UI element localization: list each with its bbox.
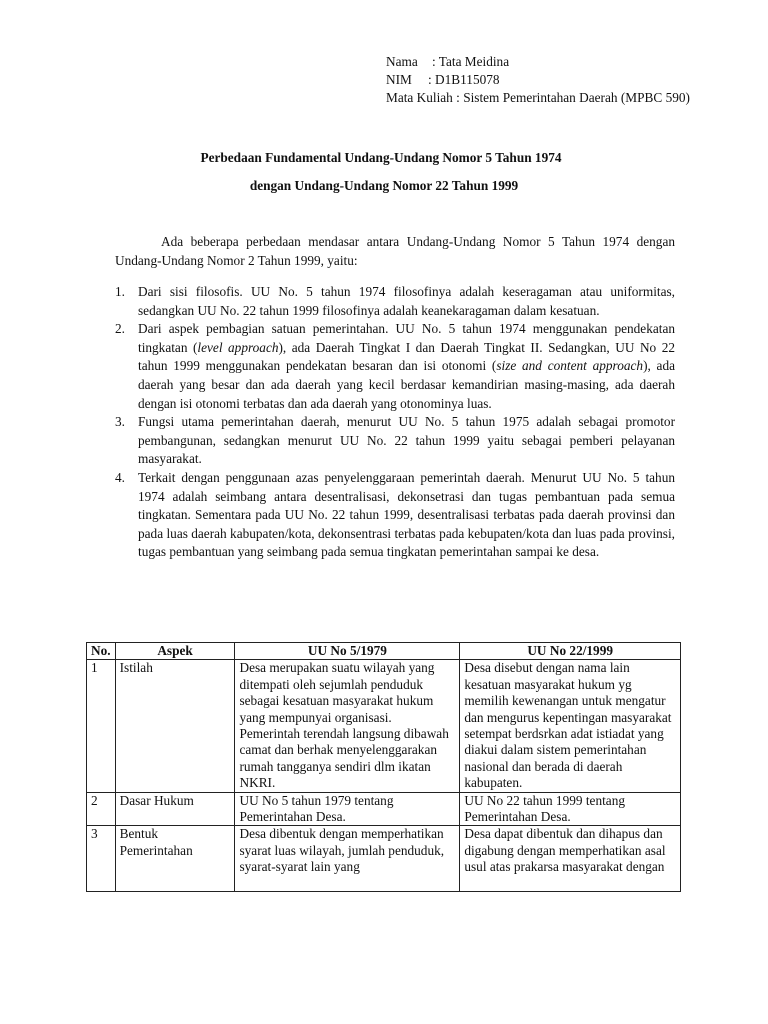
name-row xyxy=(386,53,690,71)
list-item xyxy=(115,413,675,469)
cell-aspek: Dasar Hukum xyxy=(115,792,235,826)
student-info xyxy=(386,53,690,107)
cell-no: 2 xyxy=(87,792,116,826)
list-item xyxy=(115,283,675,320)
cell-aspek: Bentuk Pemerintahan xyxy=(115,826,235,892)
cell-no: 1 xyxy=(87,660,116,792)
nim-row xyxy=(386,71,690,89)
course-value: : Sistem Pemerintahan Daerah (MPBC 590) xyxy=(456,90,690,105)
list-item xyxy=(115,469,675,562)
header-aspek: Aspek xyxy=(115,643,235,660)
cell-uu5 xyxy=(235,826,460,892)
list-number: 3. xyxy=(115,414,125,430)
header-uu22: UU No 22/1999 xyxy=(460,643,681,660)
cell-uu22 xyxy=(460,826,681,892)
list-text: Terkait dengan penggunaan azas penyelenggaraan pemerintah daerah. Menurut UU No. 5 tahun 1974 adalah seimbang antara desentralisasi, dekonsetrasi dan tugas pembantuan pada semua tingkatan. Sementara pada UU No. 22 tahun 1999, desentralisasi terbatas pada daerah provinsi dan pada luas daerah kabupaten/kota, dekonsentrasi terbatas pada kebupaten/kota dan luas pada provinsi, tugas pembantuan yang seimbang pada semua tingkatan pemerintahan sampai ke desa. xyxy=(138,469,675,560)
cell-uu5: Desa merupakan suatu wilayah yang ditempati oleh sejumlah penduduk sebagai kesatuan masyarakat hukum yang mempunyai organisasi. Pemerintah terendah langsung dibawah camat dan berhak menyelenggarakan rumah tangganya sendiri dlm ikatan NKRI. xyxy=(235,660,460,792)
list-number: 4. xyxy=(115,469,125,485)
cell-uu22-text: Desa dapat dibentuk dan dihapus dan digabung dengan memperhatikan asal usul atas prakarsa masyarakat dengan xyxy=(464,826,666,875)
italic-term: level approach xyxy=(197,339,279,355)
list-text: ), ada daerah yang besar dan ada daerah yang kecil berdasar kemandirian masing-masing, ada daerah dengan isi otonomi terbatas dan ada daerah yang otonominya luas. xyxy=(138,358,676,411)
list-item xyxy=(115,320,675,413)
course-label: Mata Kuliah xyxy=(386,90,453,105)
cell-uu22: Desa disebut dengan nama lain kesatuan masyarakat hukum yg memilih kewenangan untuk mengatur dan mengurus kepentingan masyarakat setempat berdsrkan adat istiadat yang diakui dalam sistem pemerintahan nasional dan berada di daerah kabupaten. xyxy=(460,660,681,792)
cell-no: 3 xyxy=(87,826,116,892)
nim-label: NIM xyxy=(386,72,412,87)
name-label: Nama xyxy=(386,54,418,69)
course-row xyxy=(386,89,690,107)
list-number: 2. xyxy=(115,321,125,337)
title-line-1: Perbedaan Fundamental Undang-Undang Nomor 5 Tahun 1974 xyxy=(200,150,562,165)
italic-term: size and content approach xyxy=(496,358,644,374)
nim-value: : D1B115078 xyxy=(428,72,500,87)
table-row xyxy=(87,660,681,792)
comparison-table-wrap xyxy=(86,642,681,892)
table-header-row xyxy=(87,643,681,660)
comparison-table xyxy=(86,642,681,892)
list-text: ), ada Daerah Tingkat I dan Daerah Tingkat II. Sedangkan, UU No 22 tahun 1999 menggunakan pendekatan besaran dan isi otonomi ( xyxy=(138,339,676,374)
cell-uu5-text: Desa dibentuk dengan memperhatikan syarat luas wilayah, jumlah penduduk, syarat-syarat lain yang xyxy=(239,826,445,875)
name-value: : Tata Meidina xyxy=(432,54,510,69)
title-line-2: dengan Undang-Undang Nomor 22 Tahun 1999 xyxy=(249,178,519,193)
intro-paragraph xyxy=(115,233,675,270)
list-text: Fungsi utama pemerintahan daerah, menurut UU No. 5 tahun 1975 adalah sebagai promotor pembangunan, sedangkan menurut UU No. 22 tahun 1999 yaitu sebagai pemberi pelayanan masyarakat. xyxy=(138,414,675,467)
intro-text: Ada beberapa perbedaan mendasar antara Undang-Undang Nomor 5 Tahun 1974 dengan Undang-Undang Nomor 2 Tahun 1999, yaitu: xyxy=(115,234,675,268)
table-row xyxy=(87,826,681,892)
table-row xyxy=(87,792,681,826)
cell-uu22: UU No 22 tahun 1999 tentang Pemerintahan Desa. xyxy=(460,792,681,826)
list-text: Dari sisi filosofis. UU No. 5 tahun 1974 filosofinya adalah keseragaman atau uniformitas, sedangkan UU No. 22 tahun 1999 filosofinya adalah keanekaragaman dalam kesatuan. xyxy=(138,284,675,318)
differences-list xyxy=(115,283,675,562)
cell-uu5: UU No 5 tahun 1979 tentang Pemerintahan Desa. xyxy=(235,792,460,826)
header-uu5: UU No 5/1979 xyxy=(235,643,460,660)
header-no: No. xyxy=(87,643,116,660)
list-text: Dari aspek pembagian satuan pemerintahan. UU No. 5 tahun 1974 menggunakan pendekatan tingkatan ( xyxy=(138,321,675,355)
cell-aspek: Istilah xyxy=(115,660,235,792)
list-number: 1. xyxy=(115,284,125,299)
